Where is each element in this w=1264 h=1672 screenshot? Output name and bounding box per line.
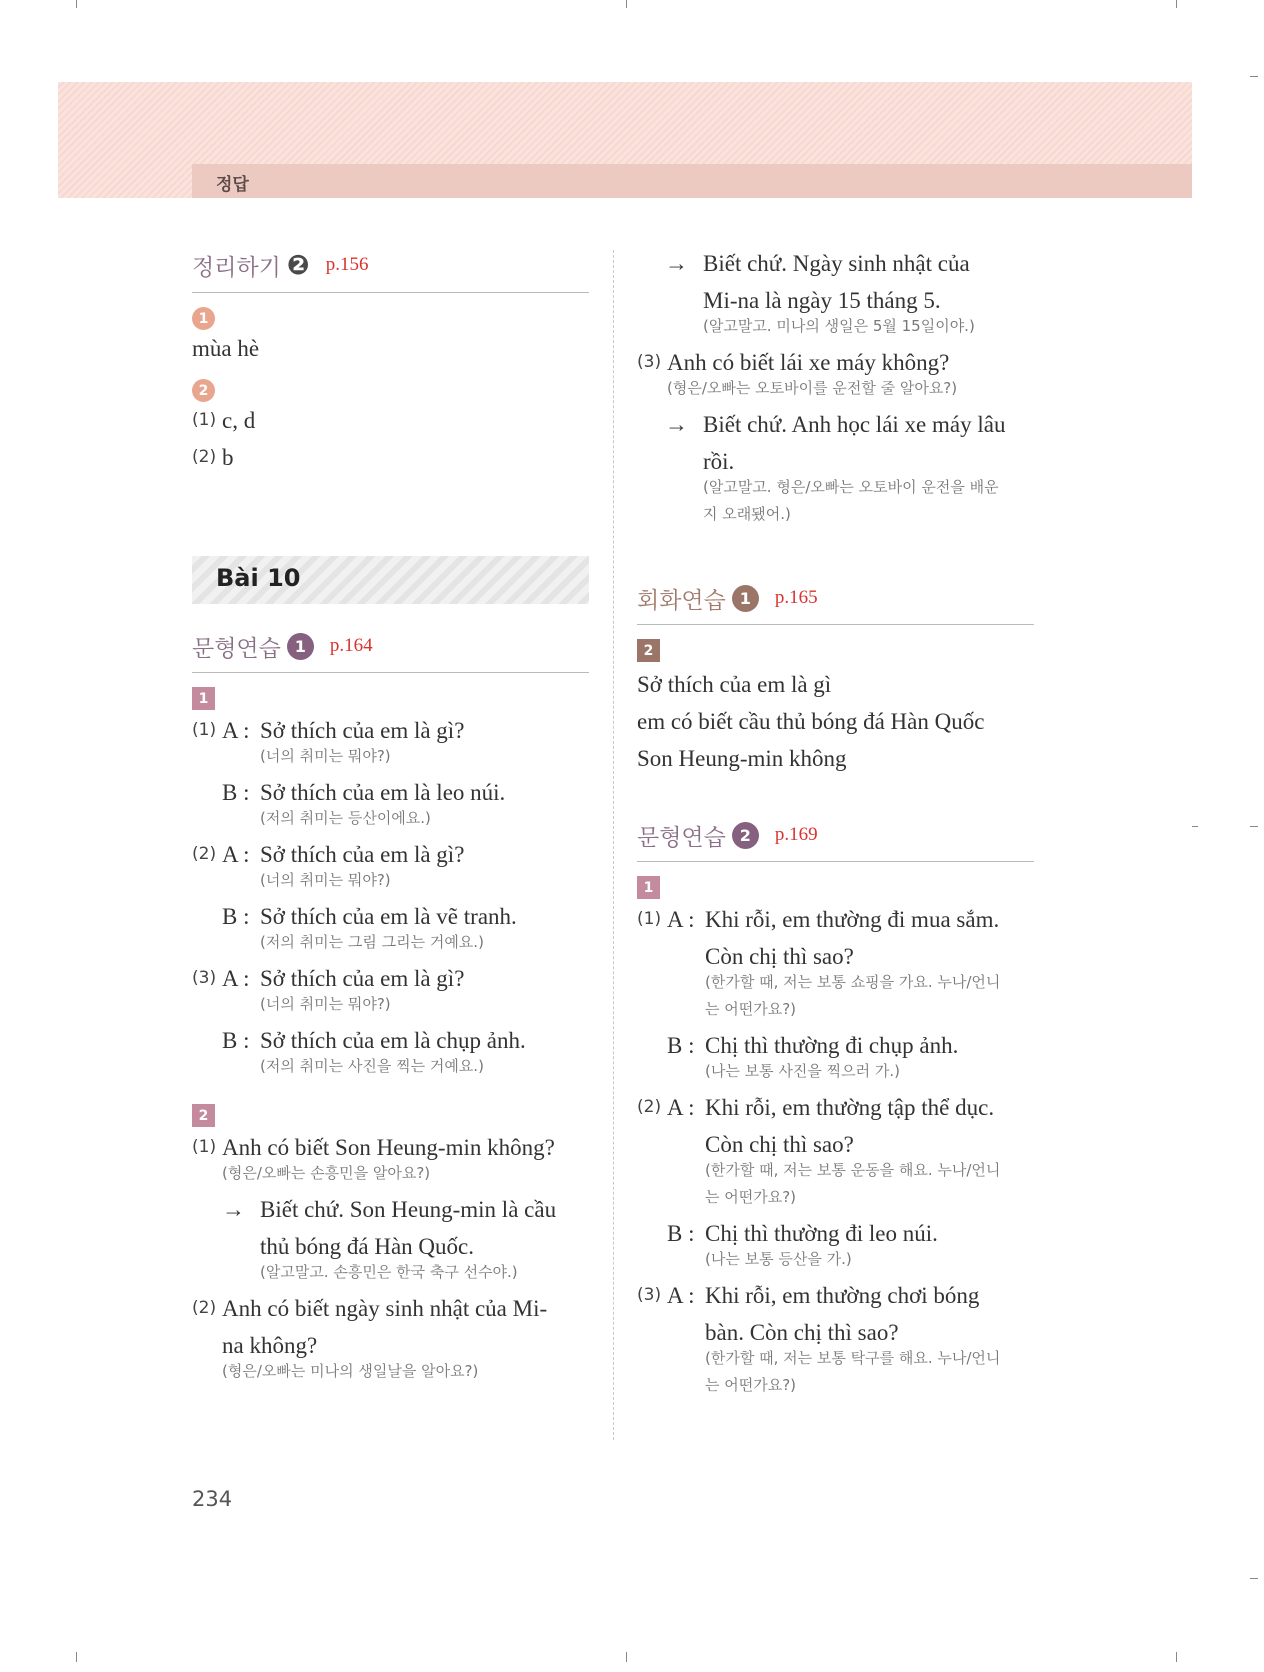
korean-translation: (형은/오빠는 손흥민을 알아요?)	[222, 1164, 431, 1182]
section-badge: 1	[287, 633, 314, 660]
question-text: Anh có biết ngày sinh nhật của Mi-	[222, 1296, 548, 1321]
question-text: na không?	[222, 1333, 318, 1358]
crop-mark	[1250, 76, 1258, 77]
speaker-a: A :	[667, 907, 695, 932]
answer-text: rồi.	[703, 449, 735, 474]
section-badge: 1	[732, 585, 759, 612]
korean-translation: (알고말고. 손흥민은 한국 축구 선수야.)	[260, 1263, 518, 1281]
speaker-a: A :	[667, 1283, 695, 1308]
left-column	[192, 238, 589, 476]
section-title: 정리하기	[192, 254, 281, 281]
question-text: Anh có biết lái xe máy không?	[667, 350, 950, 375]
question-number-square: 1	[637, 876, 660, 899]
header-label: 정답	[216, 175, 249, 195]
korean-translation: (저의 취미는 그림 그리는 거예요.)	[260, 933, 484, 951]
speaker-b: B :	[667, 1221, 695, 1246]
answer-text: Biết chứ. Anh học lái xe máy lâu	[703, 412, 1006, 437]
crop-mark	[626, 1652, 627, 1662]
answer-text: Khi rỗi, em thường tập thể dục.	[705, 1095, 995, 1120]
korean-translation: (나는 보통 등산을 가.)	[705, 1250, 852, 1268]
speaker-a: A :	[222, 718, 250, 743]
answer-text: em có biết cầu thủ bóng đá Hàn Quốc	[637, 709, 985, 734]
korean-translation: (너의 취미는 뭐야?)	[260, 995, 391, 1013]
arrow: →	[665, 412, 688, 437]
sub-number: (1)	[192, 410, 217, 430]
crop-mark	[1250, 1578, 1258, 1579]
page-reference: p.165	[774, 587, 818, 608]
question-number-square: 2	[192, 1104, 215, 1127]
left-column-lower	[192, 620, 589, 1385]
korean-translation: (알고말고. 형은/오빠는 오토바이 운전을 배운	[703, 478, 999, 496]
right-column-section4	[637, 809, 1034, 1399]
speaker-a: A :	[222, 966, 250, 991]
arrow: →	[665, 251, 688, 276]
item-number-circle: 1	[192, 307, 215, 330]
lesson-title: Bài 10	[216, 564, 301, 592]
answer-text: Sở thích của em là gì?	[260, 842, 465, 867]
answer-text: Sở thích của em là gì?	[260, 718, 465, 743]
speaker-b: B :	[222, 780, 250, 805]
crop-mark	[76, 0, 77, 8]
answer-text: Sở thích của em là gì?	[260, 966, 465, 991]
section-header-munhyeong-2	[637, 809, 1034, 862]
column-divider	[613, 250, 614, 1440]
dialog-item	[637, 901, 1034, 1085]
dialog-list	[192, 712, 589, 1080]
answer-text: Chị thì thường đi leo núi.	[705, 1221, 938, 1246]
korean-translation: 는 어떤가요?)	[705, 1188, 797, 1206]
page-reference: p.169	[774, 824, 818, 845]
dialog-item	[192, 712, 589, 832]
sub-number: (3)	[637, 1285, 662, 1305]
section-badge: ❷	[286, 249, 310, 281]
section-header-hoehwa-1	[637, 572, 1034, 625]
sub-number: (2)	[637, 1097, 662, 1117]
answer-text: Mi-na là ngày 15 tháng 5.	[703, 288, 941, 313]
korean-translation: (한가할 때, 저는 보통 쇼핑을 가요. 누나/언니	[705, 973, 1001, 991]
question-number-square: 2	[637, 639, 660, 662]
answer-text: thủ bóng đá Hàn Quốc.	[260, 1234, 474, 1259]
answer-text: Son Heung-min không	[637, 746, 847, 771]
crop-mark	[1176, 1652, 1177, 1662]
crop-mark	[626, 0, 627, 8]
item-number-circle: 2	[192, 379, 215, 402]
answer-text: Sở thích của em là chụp ảnh.	[260, 1028, 526, 1053]
section-header-jeongri	[192, 238, 589, 293]
answer-text: Chị thì thường đi chụp ảnh.	[705, 1033, 959, 1058]
answer-text: Còn chị thì sao?	[705, 944, 854, 969]
section-title: 회화연습	[637, 587, 726, 614]
crop-mark	[76, 1652, 77, 1662]
answer-text: b	[222, 445, 234, 470]
speaker-b: B :	[222, 904, 250, 929]
korean-translation: (저의 취미는 등산이에요.)	[260, 809, 431, 827]
answer-text: bàn. Còn chị thì sao?	[705, 1320, 899, 1345]
question-text: Anh có biết Son Heung-min không?	[222, 1135, 555, 1160]
answer-text: Khi rỗi, em thường đi mua sắm.	[705, 907, 1000, 932]
sub-number: (3)	[192, 968, 217, 988]
page-reference: p.164	[329, 635, 373, 656]
dialog-item	[637, 1277, 1034, 1399]
question-number-square: 1	[192, 687, 215, 710]
sub-number: (2)	[192, 1298, 217, 1318]
speaker-a: A :	[667, 1095, 695, 1120]
answer-text: Sở thích của em là vẽ tranh.	[260, 904, 517, 929]
korean-translation: (알고말고. 미나의 생일은 5월 15일이야.)	[703, 317, 975, 335]
speaker-b: B :	[222, 1028, 250, 1053]
crop-mark	[1250, 826, 1258, 827]
korean-translation: (한가할 때, 저는 보통 운동을 해요. 누나/언니	[705, 1161, 1001, 1179]
answer-row	[192, 439, 589, 476]
section-badge: 2	[732, 822, 759, 849]
korean-translation: (나는 보통 사진을 찍으러 가.)	[705, 1062, 900, 1080]
section-title: 문형연습	[637, 824, 726, 851]
sub-number: (2)	[192, 844, 217, 864]
korean-translation: (한가할 때, 저는 보통 탁구를 해요. 누나/언니	[705, 1349, 1001, 1367]
korean-translation: (형은/오빠는 미나의 생일날을 알아요?)	[222, 1362, 479, 1380]
answer-text: Biết chứ. Son Heung-min là cầu	[260, 1197, 557, 1222]
sub-number: (2)	[192, 447, 217, 467]
korean-translation: 지 오래됐어.)	[703, 505, 791, 523]
speaker-b: B :	[667, 1033, 695, 1058]
sub-number: (1)	[637, 909, 662, 929]
section-title: 문형연습	[192, 635, 281, 662]
sub-number: (3)	[637, 352, 662, 372]
answer-text: Biết chứ. Ngày sinh nhật của	[703, 251, 970, 276]
sub-number: (1)	[192, 720, 217, 740]
dialog-item	[637, 1089, 1034, 1273]
lesson-title-bar	[192, 556, 589, 604]
sub-number: (1)	[192, 1137, 217, 1157]
page-reference: p.156	[325, 254, 369, 275]
korean-translation: (너의 취미는 뭐야?)	[260, 747, 391, 765]
right-column	[637, 245, 1034, 528]
crop-mark	[1176, 0, 1177, 8]
arrow: →	[222, 1197, 245, 1222]
answer-text: Còn chị thì sao?	[705, 1132, 854, 1157]
dialog-item	[192, 836, 589, 956]
dialog-item	[192, 960, 589, 1080]
page-number: 234	[192, 1487, 233, 1511]
answer-row	[192, 402, 589, 439]
answer-text: Sở thích của em là gì	[637, 672, 832, 697]
section-header-munhyeong-1	[192, 620, 589, 673]
header-bar	[192, 164, 1192, 198]
korean-translation: (저의 취미는 사진을 찍는 거예요.)	[260, 1057, 484, 1075]
korean-translation: 는 어떤가요?)	[705, 1000, 797, 1018]
speaker-a: A :	[222, 842, 250, 867]
korean-translation: 는 어떤가요?)	[705, 1376, 797, 1394]
answer-text: Sở thích của em là leo núi.	[260, 780, 506, 805]
korean-translation: (형은/오빠는 오토바이를 운전할 줄 알아요?)	[667, 379, 958, 397]
korean-translation: (너의 취미는 뭐야?)	[260, 871, 391, 889]
answer-text: Khi rỗi, em thường chơi bóng	[705, 1283, 980, 1308]
answer-text: mùa hè	[192, 336, 260, 361]
right-column-section3	[637, 572, 1034, 777]
answer-text: c, d	[222, 408, 256, 433]
crop-mark	[1192, 826, 1198, 827]
